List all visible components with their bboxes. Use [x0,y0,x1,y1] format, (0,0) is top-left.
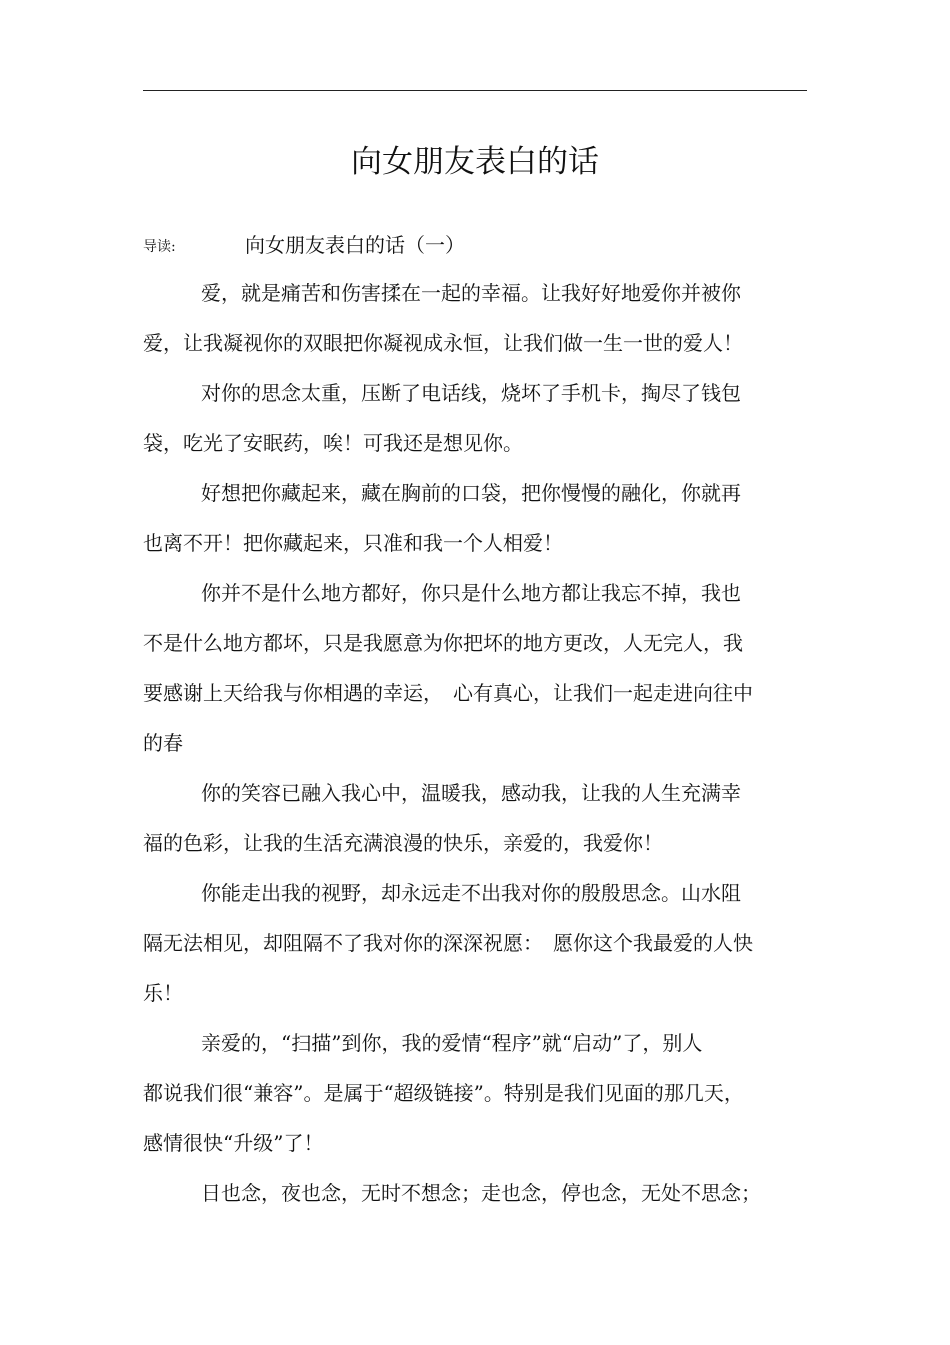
paragraph-7 [143,1018,803,1168]
paragraph-6 [143,868,803,1018]
text-line: 你的笑容已融入我心中，温暖我，感动我，让我的人生充满幸 [201,781,741,805]
text-line: 日也念，夜也念，无时不想念；走也念，停也念，无处不思念； [201,1181,761,1205]
text-line: 你能走出我的视野，却永远走不出我对你的殷殷思念。山水阻 [201,881,741,905]
text-line: 爱，就是痛苦和伤害揉在一起的幸福。让我好好地爱你并被你 [201,281,741,305]
text-line: 乐！ [143,981,183,1005]
text-line: 都说我们很“兼容”。是属于“超级链接”。特别是我们见面的那几天， [143,1081,744,1105]
text-line: 爱，让我凝视你的双眼把你凝视成永恒，让我们做一生一世的爱人！ [143,331,743,355]
text-line: 好想把你藏起来，藏在胸前的口袋，把你慢慢的融化，你就再 [201,481,741,505]
text-line: 要感谢上天给我与你相遇的幸运， 心有真心，让我们一起走进向往中 [143,681,753,705]
document-body [143,268,803,1218]
text-line: 福的色彩，让我的生活充满浪漫的快乐，亲爱的，我爱你！ [143,831,663,855]
paragraph-2 [143,368,803,468]
text-line: 感情很快“升级”了！ [143,1131,324,1155]
text-line: 隔无法相见，却阻隔不了我对你的深深祝愿： 愿你这个我最爱的人快 [143,931,753,955]
lead-label: 导读: [143,239,176,255]
paragraph-5 [143,768,803,868]
text-line: 的春 [143,731,183,755]
lead-heading: 向女朋友表白的话（一） [245,233,465,257]
text-line: 亲爱的，“扫描”到你，我的爱情“程序”就“启动”了，别人 [201,1031,703,1055]
text-line: 你并不是什么地方都好，你只是什么地方都让我忘不掉，我也 [201,581,741,605]
text-line: 也离不开！把你藏起来，只准和我一个人相爱！ [143,531,563,555]
header-rule [143,90,807,91]
paragraph-3 [143,468,803,568]
paragraph-1 [143,268,803,368]
document-title: 向女朋友表白的话 [351,144,599,180]
paragraph-8 [143,1168,803,1218]
text-line: 袋，吃光了安眠药，唉！可我还是想见你。 [143,431,523,455]
text-line: 不是什么地方都坏，只是我愿意为你把坏的地方更改，人无完人，我 [143,631,743,655]
paragraph-4 [143,568,803,768]
text-line: 对你的思念太重，压断了电话线，烧坏了手机卡，掏尽了钱包 [201,381,741,405]
lead-section [143,227,807,263]
